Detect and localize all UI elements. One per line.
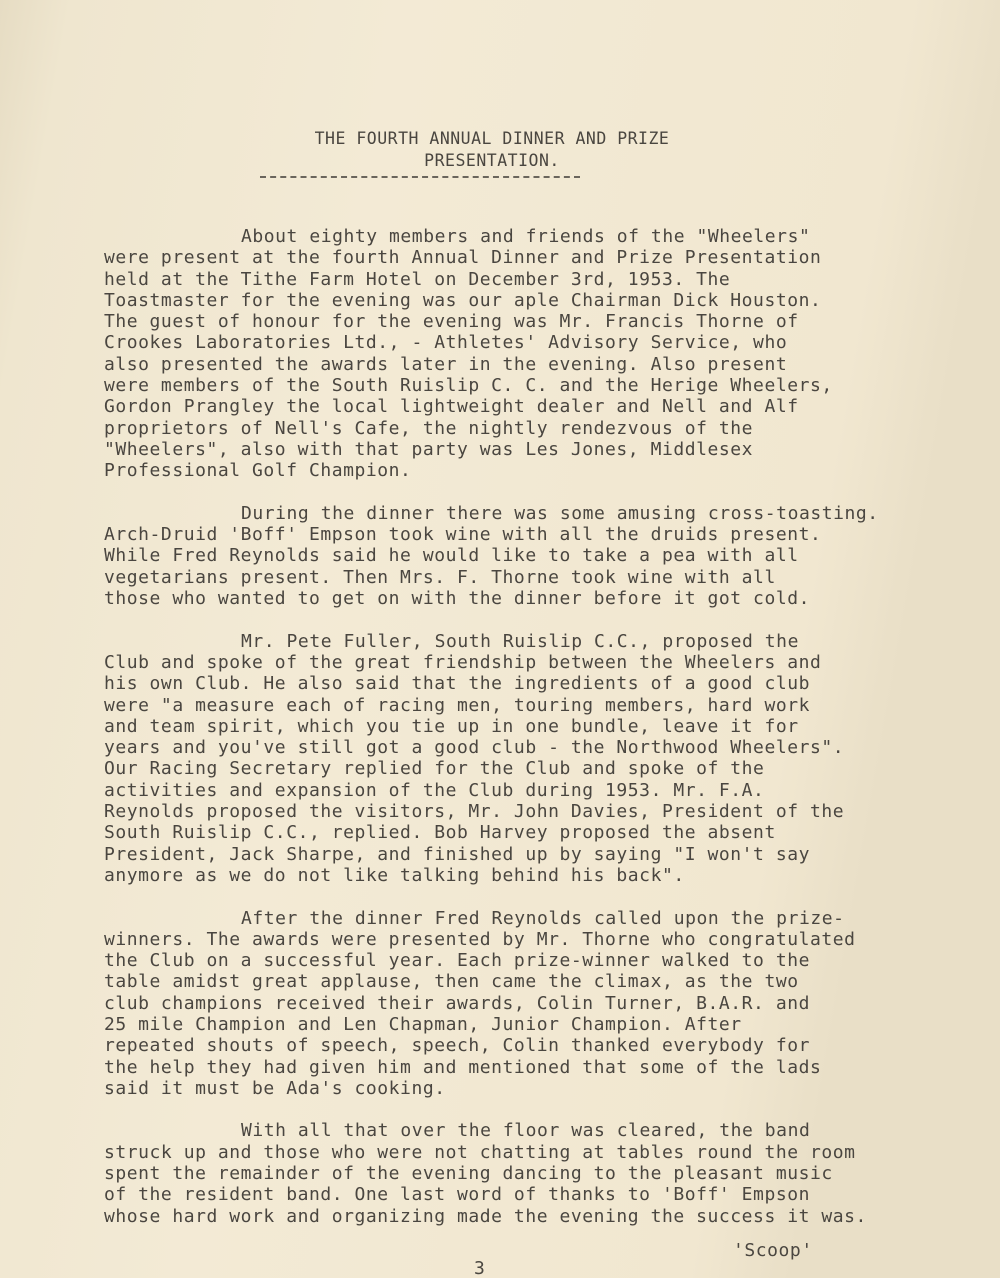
text-line: South Ruislip C.C., replied. Bob Harvey proposed the absent (104, 822, 776, 844)
text-line: whose hard work and organizing made the evening the success it was. (104, 1205, 867, 1227)
paragraph-3 (104, 631, 974, 887)
title-line: PRESENTATION. (424, 151, 560, 170)
text-line: of the resident band. One last word of thanks to 'Boff' Empson (104, 1184, 810, 1206)
paragraph-2 (104, 503, 974, 609)
text-line: About eighty members and friends of the "Wheelers" (241, 226, 811, 247)
title-underline (260, 176, 580, 178)
text-line: and team spirit, which you tie up in one bundle, leave it for (104, 715, 799, 737)
text-line: While Fred Reynolds said he would like to take a pea with all (104, 545, 799, 567)
text-line: were present at the fourth Annual Dinner and Prize Presentation (104, 247, 822, 269)
text-line: years and you've still got a good club - the Northwood Wheelers". (104, 737, 845, 759)
text-line: anymore as we do not like talking behind his back". (104, 864, 685, 886)
text-line: Crookes Laboratories Ltd., - Athletes' Advisory Service, who (104, 332, 788, 354)
text-line: Toastmaster for the evening was our aple Chairman Dick Houston. (104, 289, 822, 311)
text-line: repeated shouts of speech, speech, Colin thanked everybody for (104, 1035, 810, 1057)
text-line: 25 mile Champion and Len Chapman, Junior Champion. After (104, 1013, 742, 1035)
text-line: also presented the awards later in the evening. Also present (104, 353, 788, 375)
author-signature: 'Scoop' (733, 1240, 813, 1261)
text-line: winners. The awards were presented by Mr. Thorne who congratulated (104, 928, 856, 950)
paragraph-5 (104, 1120, 974, 1226)
page-number: 3 (474, 1258, 486, 1278)
text-line: During the dinner there was some amusing cross-toasting. (241, 502, 879, 524)
text-line: those who wanted to get on with the dinner before it got cold. (104, 588, 810, 610)
text-line: his own Club. He also said that the ingredients of a good club (104, 673, 810, 695)
text-line: held at the Tithe Farm Hotel on December 3rd, 1953. The (104, 268, 731, 290)
text-line: club champions received their awards, Colin Turner, B.A.R. and (104, 992, 810, 1014)
text-line: Gordon Prangley the local lightweight dealer and Nell and Alf (104, 396, 799, 418)
text-line: activities and expansion of the Club during 1953. Mr. F.A. (104, 779, 765, 801)
document-body (104, 226, 974, 1248)
text-line: "Wheelers", also with that party was Les Jones, Middlesex (104, 438, 754, 460)
document-title (262, 128, 722, 172)
text-line: were members of the South Ruislip C. C. and the Herige Wheelers, (104, 375, 833, 397)
text-line: struck up and those who were not chatting at tables round the room (104, 1141, 856, 1163)
paragraph-4 (104, 908, 974, 1100)
text-line: President, Jack Sharpe, and finished up by saying "I won't say (104, 843, 810, 865)
text-line: With all that over the floor was cleared, the band (241, 1120, 811, 1142)
text-line: Mr. Pete Fuller, South Ruislip C.C., proposed the (241, 630, 799, 652)
title-line: THE FOURTH ANNUAL DINNER AND PRIZE (314, 129, 670, 148)
text-line: the Club on a successful year. Each prize-winner walked to the (104, 950, 810, 972)
text-line: Our Racing Secretary replied for the Club and spoke of the (104, 758, 765, 780)
paragraph-1 (104, 226, 974, 482)
text-line: were "a measure each of racing men, touring members, hard work (104, 694, 810, 716)
text-line: Professional Golf Champion. (104, 460, 412, 482)
text-line: The guest of honour for the evening was Mr. Francis Thorne of (104, 311, 799, 333)
text-line: the help they had given him and mentioned that some of the lads (104, 1056, 822, 1078)
text-line: table amidst great applause, then came the climax, as the two (104, 971, 799, 993)
text-line: proprietors of Nell's Cafe, the nightly rendezvous of the (104, 417, 754, 439)
text-line: Arch-Druid 'Boff' Empson took wine with all the druids present. (104, 524, 822, 546)
text-line: vegetarians present. Then Mrs. F. Thorne took wine with all (104, 566, 776, 588)
text-line: Club and spoke of the great friendship between the Wheelers and (104, 651, 822, 673)
text-line: spent the remainder of the evening dancing to the pleasant music (104, 1163, 833, 1185)
text-line: Reynolds proposed the visitors, Mr. John Davies, President of the (104, 801, 845, 823)
text-line: After the dinner Fred Reynolds called upon the prize- (241, 907, 845, 929)
text-line: said it must be Ada's cooking. (104, 1077, 446, 1099)
